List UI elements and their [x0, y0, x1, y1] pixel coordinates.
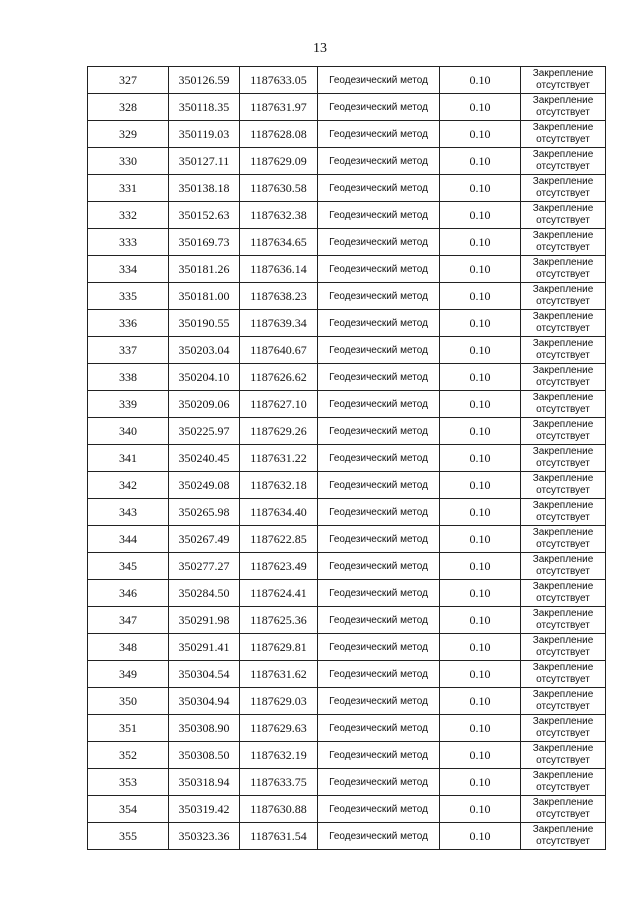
y-coordinate-cell: 1187631.62: [240, 661, 318, 688]
point-number-cell: 334: [88, 256, 169, 283]
table-row: [88, 526, 606, 553]
table-body: [88, 67, 606, 850]
table-row: [88, 418, 606, 445]
y-coordinate-cell: 1187633.75: [240, 769, 318, 796]
point-number-cell: 338: [88, 364, 169, 391]
fixation-text: отсутствует: [536, 404, 590, 415]
fixation-text: отсутствует: [536, 296, 590, 307]
point-number-cell: 344: [88, 526, 169, 553]
fixation-cell: [521, 769, 606, 796]
y-coordinate-cell: 1187629.81: [240, 634, 318, 661]
fixation-cell: [521, 337, 606, 364]
fixation-text: Закрепление: [532, 392, 594, 403]
fixation-cell: [521, 688, 606, 715]
fixation-cell: [521, 67, 606, 94]
point-number-cell: 333: [88, 229, 169, 256]
precision-cell: 0.10: [440, 445, 521, 472]
fixation-text: Закрепление: [532, 635, 594, 646]
fixation-text: Закрепление: [532, 473, 594, 484]
fixation-cell: [521, 796, 606, 823]
coordinates-table: [87, 66, 606, 850]
point-number-cell: 340: [88, 418, 169, 445]
x-coordinate-cell: 350319.42: [169, 796, 240, 823]
fixation-text: отсутствует: [536, 728, 590, 739]
precision-cell: 0.10: [440, 310, 521, 337]
method-cell: Геодезический метод: [318, 499, 440, 526]
method-cell: Геодезический метод: [318, 418, 440, 445]
fixation-text: Закрепление: [532, 95, 594, 106]
fixation-cell: [521, 715, 606, 742]
fixation-text: Закрепление: [532, 797, 594, 808]
precision-cell: 0.10: [440, 202, 521, 229]
point-number-cell: 332: [88, 202, 169, 229]
point-number-cell: 354: [88, 796, 169, 823]
fixation-cell: [521, 94, 606, 121]
y-coordinate-cell: 1187631.54: [240, 823, 318, 850]
fixation-text: отсутствует: [536, 809, 590, 820]
fixation-text: отсутствует: [536, 566, 590, 577]
point-number-cell: 351: [88, 715, 169, 742]
point-number-cell: 341: [88, 445, 169, 472]
x-coordinate-cell: 350304.94: [169, 688, 240, 715]
point-number-cell: 347: [88, 607, 169, 634]
fixation-text: отсутствует: [536, 80, 590, 91]
table-row: [88, 823, 606, 850]
x-coordinate-cell: 350240.45: [169, 445, 240, 472]
fixation-text: Закрепление: [532, 284, 594, 295]
table-row: [88, 796, 606, 823]
fixation-cell: [521, 256, 606, 283]
point-number-cell: 352: [88, 742, 169, 769]
y-coordinate-cell: 1187625.36: [240, 607, 318, 634]
precision-cell: 0.10: [440, 391, 521, 418]
precision-cell: 0.10: [440, 499, 521, 526]
fixation-text: отсутствует: [536, 485, 590, 496]
fixation-text: Закрепление: [532, 581, 594, 592]
method-cell: Геодезический метод: [318, 121, 440, 148]
y-coordinate-cell: 1187631.97: [240, 94, 318, 121]
precision-cell: 0.10: [440, 175, 521, 202]
fixation-cell: [521, 553, 606, 580]
fixation-text: отсутствует: [536, 701, 590, 712]
precision-cell: 0.10: [440, 553, 521, 580]
method-cell: Геодезический метод: [318, 553, 440, 580]
method-cell: Геодезический метод: [318, 445, 440, 472]
point-number-cell: 337: [88, 337, 169, 364]
y-coordinate-cell: 1187629.63: [240, 715, 318, 742]
fixation-text: отсутствует: [536, 377, 590, 388]
point-number-cell: 335: [88, 283, 169, 310]
method-cell: Геодезический метод: [318, 67, 440, 94]
fixation-text: отсутствует: [536, 350, 590, 361]
fixation-cell: [521, 229, 606, 256]
method-cell: Геодезический метод: [318, 175, 440, 202]
method-cell: Геодезический метод: [318, 607, 440, 634]
precision-cell: 0.10: [440, 472, 521, 499]
precision-cell: 0.10: [440, 742, 521, 769]
fixation-text: отсутствует: [536, 188, 590, 199]
fixation-text: Закрепление: [532, 716, 594, 727]
precision-cell: 0.10: [440, 661, 521, 688]
fixation-text: отсутствует: [536, 620, 590, 631]
fixation-cell: [521, 364, 606, 391]
method-cell: Геодезический метод: [318, 580, 440, 607]
point-number-cell: 329: [88, 121, 169, 148]
fixation-text: Закрепление: [532, 176, 594, 187]
precision-cell: 0.10: [440, 418, 521, 445]
point-number-cell: 353: [88, 769, 169, 796]
fixation-text: отсутствует: [536, 674, 590, 685]
precision-cell: 0.10: [440, 148, 521, 175]
fixation-text: Закрепление: [532, 257, 594, 268]
y-coordinate-cell: 1187626.62: [240, 364, 318, 391]
y-coordinate-cell: 1187632.19: [240, 742, 318, 769]
precision-cell: 0.10: [440, 823, 521, 850]
method-cell: Геодезический метод: [318, 337, 440, 364]
point-number-cell: 342: [88, 472, 169, 499]
fixation-cell: [521, 418, 606, 445]
y-coordinate-cell: 1187629.26: [240, 418, 318, 445]
x-coordinate-cell: 350267.49: [169, 526, 240, 553]
fixation-cell: [521, 310, 606, 337]
table-row: [88, 337, 606, 364]
fixation-cell: [521, 445, 606, 472]
x-coordinate-cell: 350181.26: [169, 256, 240, 283]
precision-cell: 0.10: [440, 256, 521, 283]
y-coordinate-cell: 1187622.85: [240, 526, 318, 553]
fixation-text: Закрепление: [532, 419, 594, 430]
table-row: [88, 742, 606, 769]
x-coordinate-cell: 350291.98: [169, 607, 240, 634]
fixation-text: отсутствует: [536, 539, 590, 550]
table-row: [88, 229, 606, 256]
fixation-text: отсутствует: [536, 269, 590, 280]
method-cell: Геодезический метод: [318, 688, 440, 715]
fixation-cell: [521, 607, 606, 634]
x-coordinate-cell: 350190.55: [169, 310, 240, 337]
point-number-cell: 330: [88, 148, 169, 175]
y-coordinate-cell: 1187629.09: [240, 148, 318, 175]
method-cell: Геодезический метод: [318, 661, 440, 688]
precision-cell: 0.10: [440, 607, 521, 634]
fixation-cell: [521, 661, 606, 688]
fixation-cell: [521, 742, 606, 769]
table-row: [88, 391, 606, 418]
method-cell: Геодезический метод: [318, 148, 440, 175]
fixation-cell: [521, 499, 606, 526]
fixation-text: отсутствует: [536, 431, 590, 442]
x-coordinate-cell: 350152.63: [169, 202, 240, 229]
fixation-text: отсутствует: [536, 512, 590, 523]
y-coordinate-cell: 1187630.58: [240, 175, 318, 202]
fixation-text: Закрепление: [532, 554, 594, 565]
table-row: [88, 715, 606, 742]
fixation-text: отсутствует: [536, 107, 590, 118]
method-cell: Геодезический метод: [318, 94, 440, 121]
precision-cell: 0.10: [440, 526, 521, 553]
table-row: [88, 499, 606, 526]
method-cell: Геодезический метод: [318, 256, 440, 283]
x-coordinate-cell: 350203.04: [169, 337, 240, 364]
point-number-cell: 327: [88, 67, 169, 94]
method-cell: Геодезический метод: [318, 526, 440, 553]
method-cell: Геодезический метод: [318, 364, 440, 391]
y-coordinate-cell: 1187639.34: [240, 310, 318, 337]
fixation-text: отсутствует: [536, 215, 590, 226]
fixation-text: Закрепление: [532, 365, 594, 376]
table-row: [88, 121, 606, 148]
y-coordinate-cell: 1187624.41: [240, 580, 318, 607]
table-row: [88, 661, 606, 688]
table-row: [88, 553, 606, 580]
x-coordinate-cell: 350119.03: [169, 121, 240, 148]
fixation-text: Закрепление: [532, 662, 594, 673]
x-coordinate-cell: 350265.98: [169, 499, 240, 526]
x-coordinate-cell: 350204.10: [169, 364, 240, 391]
table-row: [88, 175, 606, 202]
x-coordinate-cell: 350169.73: [169, 229, 240, 256]
fixation-text: отсутствует: [536, 323, 590, 334]
y-coordinate-cell: 1187631.22: [240, 445, 318, 472]
fixation-text: Закрепление: [532, 500, 594, 511]
precision-cell: 0.10: [440, 121, 521, 148]
table-row: [88, 283, 606, 310]
point-number-cell: 355: [88, 823, 169, 850]
y-coordinate-cell: 1187630.88: [240, 796, 318, 823]
fixation-text: отсутствует: [536, 134, 590, 145]
x-coordinate-cell: 350308.90: [169, 715, 240, 742]
precision-cell: 0.10: [440, 715, 521, 742]
fixation-text: отсутствует: [536, 242, 590, 253]
fixation-cell: [521, 823, 606, 850]
fixation-cell: [521, 580, 606, 607]
x-coordinate-cell: 350181.00: [169, 283, 240, 310]
precision-cell: 0.10: [440, 364, 521, 391]
table-row: [88, 688, 606, 715]
point-number-cell: 346: [88, 580, 169, 607]
method-cell: Геодезический метод: [318, 283, 440, 310]
y-coordinate-cell: 1187636.14: [240, 256, 318, 283]
fixation-text: Закрепление: [532, 230, 594, 241]
fixation-text: отсутствует: [536, 593, 590, 604]
y-coordinate-cell: 1187627.10: [240, 391, 318, 418]
fixation-text: Закрепление: [532, 203, 594, 214]
table-row: [88, 148, 606, 175]
method-cell: Геодезический метод: [318, 715, 440, 742]
table-row: [88, 67, 606, 94]
fixation-text: отсутствует: [536, 755, 590, 766]
x-coordinate-cell: 350277.27: [169, 553, 240, 580]
table-row: [88, 580, 606, 607]
fixation-text: Закрепление: [532, 743, 594, 754]
x-coordinate-cell: 350308.50: [169, 742, 240, 769]
x-coordinate-cell: 350127.11: [169, 148, 240, 175]
table-row: [88, 472, 606, 499]
x-coordinate-cell: 350209.06: [169, 391, 240, 418]
point-number-cell: 336: [88, 310, 169, 337]
y-coordinate-cell: 1187632.38: [240, 202, 318, 229]
point-number-cell: 348: [88, 634, 169, 661]
fixation-cell: [521, 175, 606, 202]
precision-cell: 0.10: [440, 67, 521, 94]
precision-cell: 0.10: [440, 796, 521, 823]
precision-cell: 0.10: [440, 337, 521, 364]
y-coordinate-cell: 1187634.40: [240, 499, 318, 526]
point-number-cell: 349: [88, 661, 169, 688]
x-coordinate-cell: 350118.35: [169, 94, 240, 121]
fixation-cell: [521, 202, 606, 229]
fixation-text: Закрепление: [532, 338, 594, 349]
table-row: [88, 256, 606, 283]
x-coordinate-cell: 350284.50: [169, 580, 240, 607]
method-cell: Геодезический метод: [318, 796, 440, 823]
fixation-text: Закрепление: [532, 122, 594, 133]
point-number-cell: 343: [88, 499, 169, 526]
method-cell: Геодезический метод: [318, 742, 440, 769]
method-cell: Геодезический метод: [318, 202, 440, 229]
precision-cell: 0.10: [440, 283, 521, 310]
fixation-text: Закрепление: [532, 149, 594, 160]
point-number-cell: 339: [88, 391, 169, 418]
point-number-cell: 331: [88, 175, 169, 202]
table-row: [88, 769, 606, 796]
table-row: [88, 202, 606, 229]
fixation-text: отсутствует: [536, 458, 590, 469]
y-coordinate-cell: 1187623.49: [240, 553, 318, 580]
method-cell: Геодезический метод: [318, 634, 440, 661]
fixation-text: Закрепление: [532, 824, 594, 835]
fixation-text: Закрепление: [532, 311, 594, 322]
fixation-cell: [521, 472, 606, 499]
point-number-cell: 328: [88, 94, 169, 121]
y-coordinate-cell: 1187638.23: [240, 283, 318, 310]
precision-cell: 0.10: [440, 580, 521, 607]
precision-cell: 0.10: [440, 769, 521, 796]
point-number-cell: 345: [88, 553, 169, 580]
fixation-text: отсутствует: [536, 782, 590, 793]
y-coordinate-cell: 1187632.18: [240, 472, 318, 499]
precision-cell: 0.10: [440, 634, 521, 661]
method-cell: Геодезический метод: [318, 769, 440, 796]
fixation-text: Закрепление: [532, 68, 594, 79]
method-cell: Геодезический метод: [318, 472, 440, 499]
fixation-cell: [521, 391, 606, 418]
precision-cell: 0.10: [440, 94, 521, 121]
method-cell: Геодезический метод: [318, 823, 440, 850]
x-coordinate-cell: 350291.41: [169, 634, 240, 661]
fixation-text: Закрепление: [532, 770, 594, 781]
fixation-cell: [521, 121, 606, 148]
fixation-cell: [521, 148, 606, 175]
precision-cell: 0.10: [440, 688, 521, 715]
precision-cell: 0.10: [440, 229, 521, 256]
table-row: [88, 94, 606, 121]
y-coordinate-cell: 1187629.03: [240, 688, 318, 715]
x-coordinate-cell: 350318.94: [169, 769, 240, 796]
x-coordinate-cell: 350225.97: [169, 418, 240, 445]
fixation-cell: [521, 283, 606, 310]
table-row: [88, 310, 606, 337]
x-coordinate-cell: 350138.18: [169, 175, 240, 202]
fixation-text: отсутствует: [536, 647, 590, 658]
fixation-text: отсутствует: [536, 161, 590, 172]
fixation-text: Закрепление: [532, 527, 594, 538]
fixation-text: Закрепление: [532, 446, 594, 457]
x-coordinate-cell: 350304.54: [169, 661, 240, 688]
fixation-text: Закрепление: [532, 689, 594, 700]
point-number-cell: 350: [88, 688, 169, 715]
fixation-text: отсутствует: [536, 836, 590, 847]
table-row: [88, 607, 606, 634]
y-coordinate-cell: 1187633.05: [240, 67, 318, 94]
fixation-cell: [521, 526, 606, 553]
x-coordinate-cell: 350323.36: [169, 823, 240, 850]
y-coordinate-cell: 1187628.08: [240, 121, 318, 148]
method-cell: Геодезический метод: [318, 229, 440, 256]
table-row: [88, 364, 606, 391]
fixation-cell: [521, 634, 606, 661]
x-coordinate-cell: 350249.08: [169, 472, 240, 499]
x-coordinate-cell: 350126.59: [169, 67, 240, 94]
table-row: [88, 634, 606, 661]
y-coordinate-cell: 1187640.67: [240, 337, 318, 364]
method-cell: Геодезический метод: [318, 391, 440, 418]
y-coordinate-cell: 1187634.65: [240, 229, 318, 256]
method-cell: Геодезический метод: [318, 310, 440, 337]
page-number: 13: [313, 41, 327, 56]
table-row: [88, 445, 606, 472]
fixation-text: Закрепление: [532, 608, 594, 619]
